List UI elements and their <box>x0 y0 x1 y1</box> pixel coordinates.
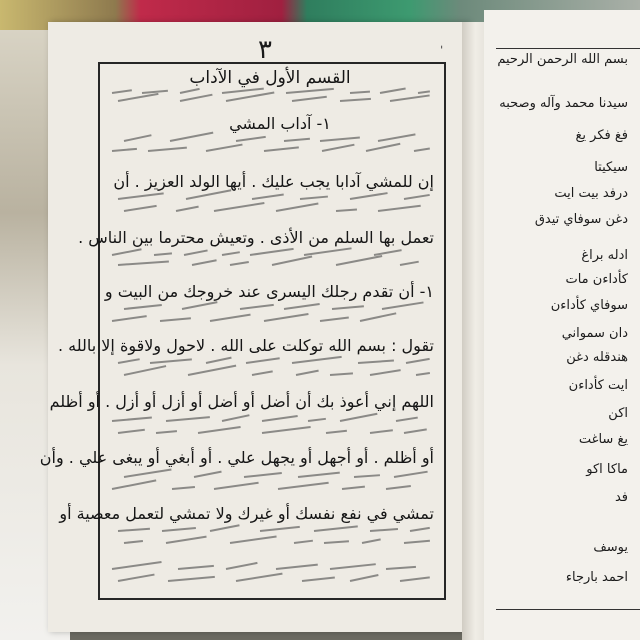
page-corner-mark: ˈ <box>440 44 444 58</box>
section-title: القسم الأول في الآداب <box>189 68 351 88</box>
section-subtitle: ١- آداب المشي <box>229 114 331 133</box>
right-page-line: هندقله دغن <box>566 350 628 365</box>
right-page-line: سوفاي كأداءن <box>550 298 628 313</box>
right-page-line: درفد بيت ايت <box>554 186 628 201</box>
body-line: إن للمشي آدابا يجب عليك . أيها الولد العزيز . أن <box>113 172 434 191</box>
right-page-line: دان سمواني <box>561 326 628 341</box>
right-page-line: فد <box>614 490 628 505</box>
right-page-line: فغ فكر يغ <box>575 128 628 143</box>
right-page-line: بسم الله الرحمن الرحيم <box>497 52 628 67</box>
book-gutter <box>462 22 484 640</box>
body-line: أو أظلم . أو أجهل أو يجهل علي . أو أبغي أو يبغى علي . وأن <box>39 448 434 467</box>
right-page-line: اكن <box>608 406 628 421</box>
body-line: تمشي في نفع نفسك أو غيرك ولا تمشي لتعمل معصية أو <box>59 504 434 523</box>
right-page-line: ادله براغ <box>581 248 628 263</box>
right-page-line: سيدنا محمد وآله وصحبه <box>499 96 628 111</box>
right-page-line: كأداءن مات <box>565 272 628 287</box>
body-line: اللهم إني أعوذ بك أن أضل أو أضل أو أزل أو أزل . أو أظلم <box>49 392 434 411</box>
right-page-line: دغن سوفاي تيدق <box>534 212 628 227</box>
right-page-line: ايت كأداءن <box>568 378 628 393</box>
right-page-line: يوسف <box>593 540 628 555</box>
page-number: ٣ <box>258 35 272 65</box>
body-line: تقول : بسم الله توكلت على الله . لاحول ولاقوة إلا بالله . <box>57 336 434 355</box>
body-line: تعمل بها السلم من الأذى . وتعيش محترما بين الناس . <box>78 228 434 247</box>
right-page-line: يغ ساغت <box>578 432 628 447</box>
right-page-line: ماكا اكو <box>586 462 628 477</box>
right-page-line: احمد بارجاء <box>565 570 628 585</box>
right-page-line: سيكيتا <box>594 160 628 175</box>
body-line: ١- أن تقدم رجلك اليسرى عند خروجك من البيت و <box>104 282 434 301</box>
